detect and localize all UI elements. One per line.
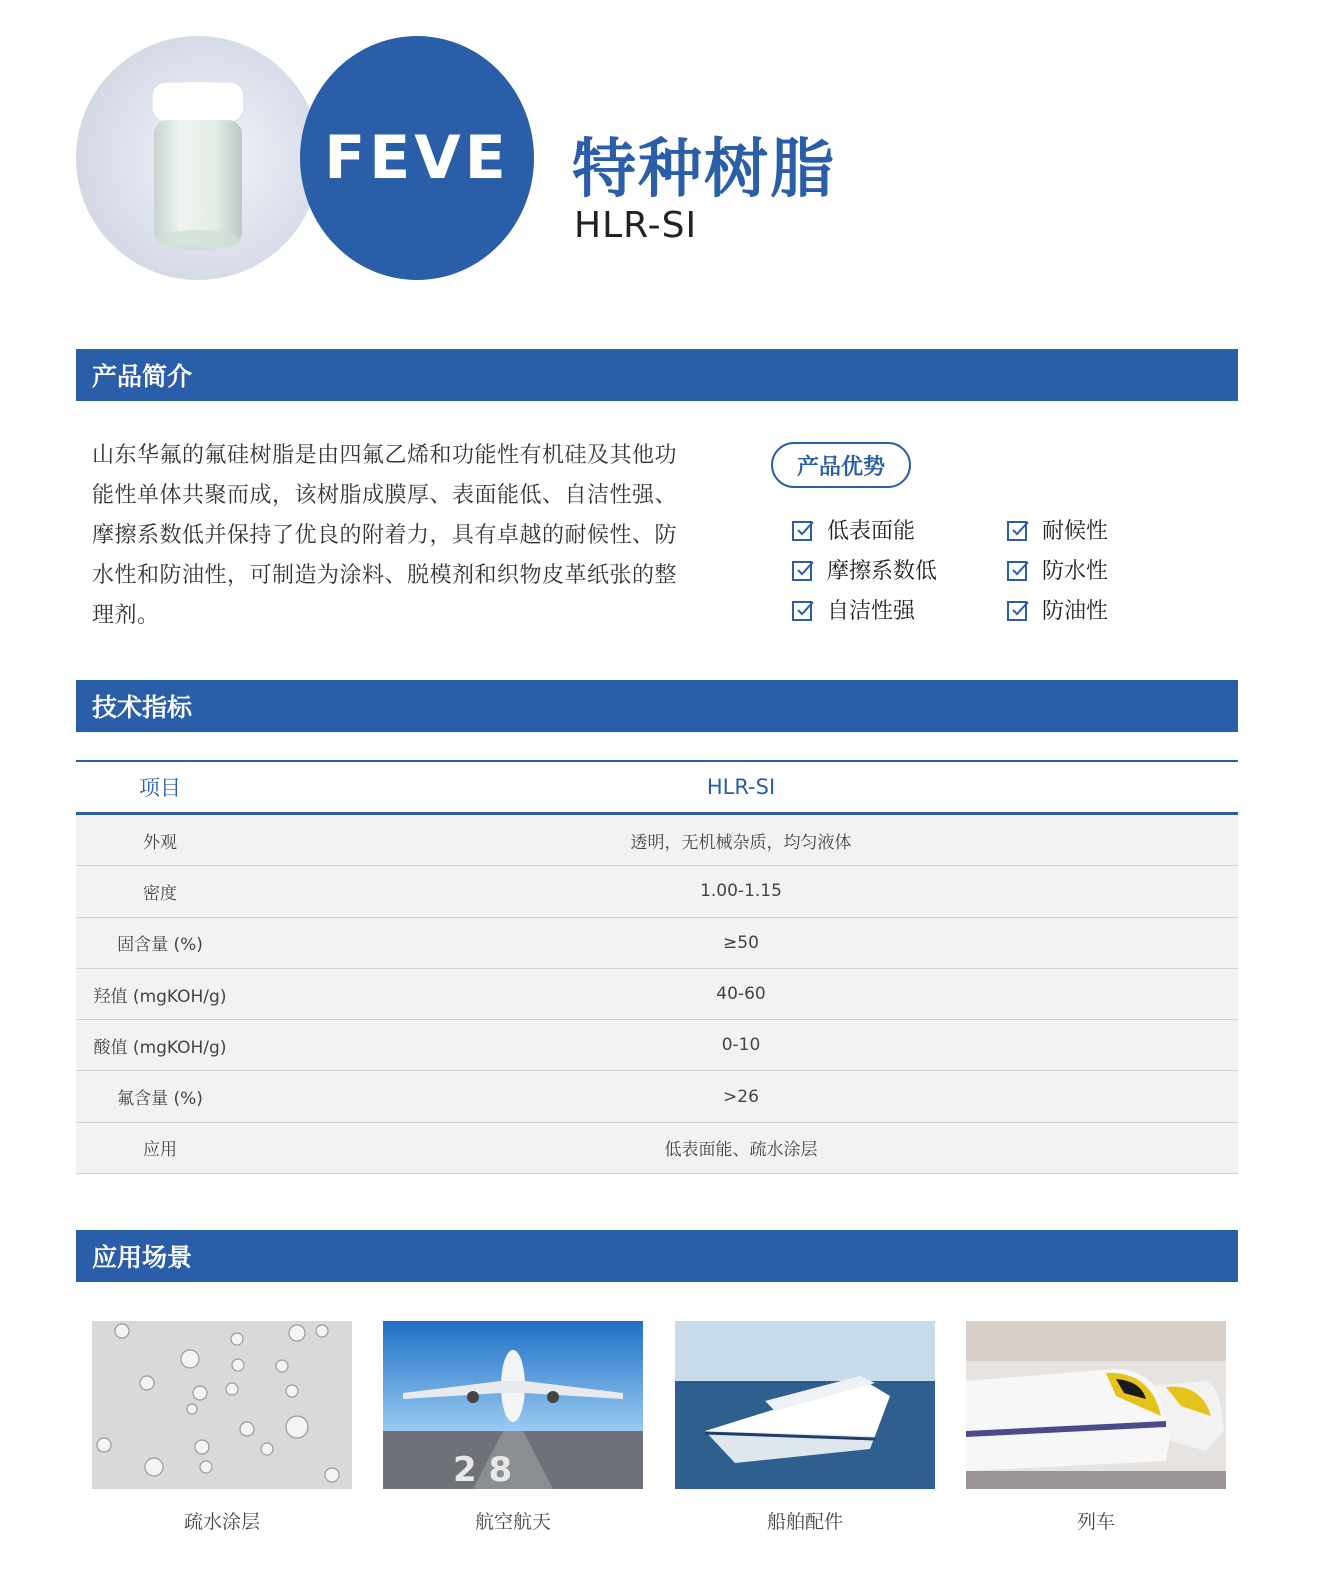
column-header-value: HLR-SI	[706, 775, 776, 799]
application-card	[675, 1321, 935, 1534]
intro-line: 理剂。	[92, 603, 160, 628]
application-label: 航空航天	[474, 1511, 551, 1533]
resin-bottle-image	[150, 82, 246, 252]
table-row	[76, 866, 1238, 917]
table-row	[76, 1020, 1238, 1071]
advantage-item	[791, 594, 915, 625]
checkbox-icon	[791, 598, 815, 622]
spec-table-header	[76, 762, 1238, 815]
intro-line: 水性和防油性，可制造为涂料、脱模剂和织物皮革纸张的整	[92, 563, 678, 588]
intro-paragraph	[92, 436, 720, 636]
product-photo	[76, 36, 320, 280]
airplane-image	[383, 1321, 643, 1489]
row-label: 酸值 (mgKOH/g)	[93, 1037, 227, 1058]
advantages-label: 产品优势	[771, 442, 911, 488]
cruise-ship-image	[675, 1321, 935, 1489]
advantage-label: 低表面能	[827, 519, 916, 544]
advantage-item	[1006, 514, 1108, 545]
checkbox-icon	[1006, 558, 1030, 582]
application-card	[383, 1321, 643, 1534]
row-value: 40-60	[716, 984, 766, 1005]
table-row	[76, 969, 1238, 1020]
advantage-item	[791, 514, 915, 545]
intro-line: 能性单体共聚而成，该树脂成膜厚、表面能低、自洁性强、	[92, 483, 678, 508]
advantage-item	[1006, 594, 1108, 625]
application-label: 疏水涂层	[183, 1511, 260, 1533]
advantage-label: 防油性	[1042, 599, 1109, 624]
feve-badge-text: FEVE	[324, 123, 510, 193]
intro-line: 山东华氟的氟硅树脂是由四氟乙烯和功能性有机硅及其他功	[92, 443, 678, 468]
svg-text:2 8: 2 8	[453, 1450, 513, 1489]
water-droplets-image	[92, 1321, 352, 1489]
feve-badge	[300, 36, 534, 280]
table-row	[76, 918, 1238, 969]
row-label: 密度	[143, 883, 177, 904]
column-header-item: 项目	[139, 776, 181, 800]
application-label: 列车	[1076, 1511, 1115, 1533]
section-applications-header: 应用场景	[76, 1230, 1238, 1282]
row-label: 应用	[143, 1140, 177, 1161]
advantage-item	[1006, 554, 1108, 585]
row-value: >26	[723, 1086, 759, 1107]
row-value: 0-10	[721, 1035, 761, 1056]
advantage-label: 防水性	[1042, 559, 1109, 584]
row-value: 低表面能、疏水涂层	[664, 1140, 818, 1161]
product-code: HLR-SI	[574, 205, 698, 246]
checkbox-icon	[1006, 518, 1030, 542]
checkbox-icon	[1006, 598, 1030, 622]
section-specs-header: 技术指标	[76, 680, 1238, 732]
application-card	[966, 1321, 1226, 1534]
row-label: 氟含量 (%)	[117, 1089, 203, 1110]
row-value: ≥50	[723, 932, 759, 953]
row-label: 外观	[143, 832, 177, 853]
row-label: 羟值 (mgKOH/g)	[93, 986, 227, 1007]
row-label: 固含量 (%)	[117, 935, 203, 956]
spec-table	[76, 760, 1238, 1174]
table-row	[76, 1123, 1238, 1174]
train-image	[966, 1321, 1226, 1489]
table-row	[76, 1071, 1238, 1122]
advantage-label: 耐候性	[1042, 519, 1109, 544]
page-title: 特种树脂	[572, 133, 836, 207]
advantage-item	[791, 554, 937, 585]
advantage-label: 自洁性强	[827, 599, 916, 624]
intro-line: 摩擦系数低并保持了优良的附着力，具有卓越的耐候性、防	[92, 523, 678, 548]
checkbox-icon	[791, 518, 815, 542]
row-value: 透明，无机械杂质，均匀液体	[630, 832, 852, 853]
advantage-label: 摩擦系数低	[827, 559, 938, 584]
section-intro-header: 产品简介	[76, 349, 1238, 401]
application-label: 船舶配件	[766, 1511, 843, 1533]
application-card	[92, 1321, 352, 1534]
checkbox-icon	[791, 558, 815, 582]
table-row	[76, 815, 1238, 866]
row-value: 1.00-1.15	[700, 881, 782, 902]
